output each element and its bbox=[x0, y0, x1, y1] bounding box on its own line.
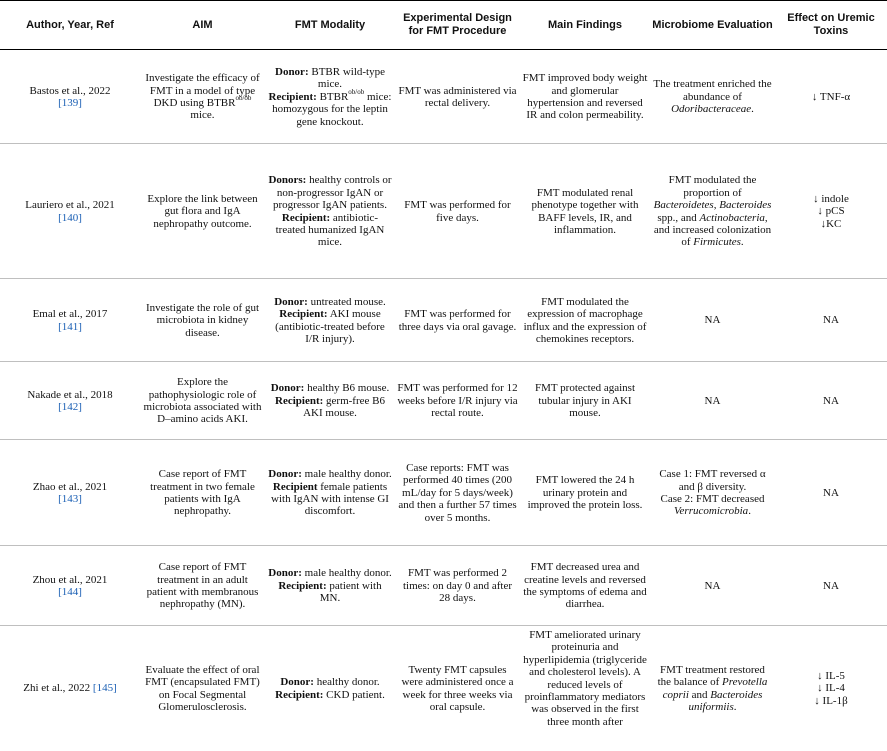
design-cell: Case reports: FMT was performed 40 times (200 mL/day for 5 days/week) and then a further 57 times over 5 months. bbox=[398, 461, 517, 524]
microbiome-period: . bbox=[740, 236, 744, 249]
modality-cell bbox=[265, 279, 395, 362]
design-cell: FMT was administered via rectal delivery. bbox=[398, 84, 517, 109]
author-cell bbox=[0, 50, 140, 144]
design-cell: FMT was performed 2 times: on day 0 and after 28 days. bbox=[402, 567, 513, 605]
toxins-cell: NA bbox=[823, 314, 839, 327]
modality-cell bbox=[265, 546, 395, 626]
donor-text: healthy B6 mouse. bbox=[304, 382, 390, 395]
findings-cell: FMT lowered the 24 h urinary protein and improved the protein loss. bbox=[527, 474, 643, 512]
recipient-tail: mice: homozygous for the leptin gene knockout. bbox=[272, 90, 392, 128]
microbiome-cell bbox=[650, 50, 775, 144]
donor-label: Donor: bbox=[274, 295, 308, 308]
findings-cell: FMT modulated renal phenotype together with BAFF levels, IR, and inflammation. bbox=[531, 186, 639, 236]
aim-tail: mice. bbox=[190, 109, 215, 122]
microbiome-period: . bbox=[733, 700, 737, 713]
aim-cell: Explore the pathophysiologic role of microbiota associated with D–amino acids AKI. bbox=[143, 376, 262, 426]
toxins-cell bbox=[775, 626, 887, 751]
recipient-label: Recipient: bbox=[278, 579, 327, 592]
donor-label: Donor: bbox=[275, 65, 309, 78]
recipient-label: Recipient: bbox=[281, 211, 331, 224]
microbiome-period: . bbox=[751, 103, 754, 116]
recipient-text: antibiotic-treated humanized IgAN mice. bbox=[275, 211, 385, 249]
toxin-item: ↓ IL-5 bbox=[817, 669, 845, 682]
header-microbiome: Microbiome Evaluation bbox=[652, 18, 773, 31]
table-row bbox=[0, 50, 887, 144]
toxins-cell: ↓ TNF-α bbox=[811, 90, 851, 103]
toxins-cell: NA bbox=[823, 486, 839, 499]
reference-link[interactable]: [139] bbox=[58, 97, 82, 109]
author-name: Bastos et al., 2022 bbox=[29, 84, 111, 97]
findings-cell: FMT decreased urea and creatine levels and reversed the symptoms of edema and diarrhea. bbox=[523, 561, 647, 611]
taxon-name: Bacteroides uniformiis bbox=[688, 688, 763, 713]
author-cell bbox=[0, 144, 140, 279]
microbiome-text: FMT treatment restored the balance of bbox=[657, 663, 765, 689]
toxin-item: ↓KC bbox=[820, 217, 842, 230]
recipient-label: Recipient: bbox=[279, 308, 328, 321]
toxin-item: ↓ IL-1β bbox=[814, 694, 848, 707]
aim-cell: Investigate the role of gut microbiota in kidney disease. bbox=[145, 301, 260, 339]
findings-cell: FMT modulated the expression of macrophage influx and the expression of chemokines receptors. bbox=[523, 295, 647, 345]
toxin-item: ↓ IL-4 bbox=[817, 682, 845, 695]
microbiome-cell bbox=[650, 626, 775, 751]
author-name: Zhou et al., 2021 bbox=[32, 573, 108, 586]
reference-link[interactable]: [143] bbox=[58, 493, 82, 505]
author-name: Lauriero et al., 2021 bbox=[25, 199, 115, 212]
recipient-text: CKD patient. bbox=[323, 688, 385, 701]
donor-text: male healthy donor. bbox=[301, 468, 392, 481]
taxon-name: Actinobacteria bbox=[699, 211, 765, 224]
table-row bbox=[0, 144, 887, 279]
findings-cell: FMT ameliorated urinary proteinuria and hyperlipidemia (triglyceride and cholesterol levels). A reduced levels of proinflammatory mediators was observed in the first three month after bbox=[523, 629, 647, 728]
recipient-label: Recipient: bbox=[275, 688, 324, 701]
recipient-text: germ-free B6 AKI mouse. bbox=[303, 394, 385, 420]
recipient-label: Recipient: bbox=[268, 90, 317, 103]
recipient-label: Recipient: bbox=[275, 394, 324, 407]
reference-link[interactable]: [141] bbox=[58, 320, 82, 333]
author-name: Emal et al., 2017 bbox=[32, 308, 108, 321]
reference-link[interactable]: [140] bbox=[58, 211, 82, 224]
microbiome-period: . bbox=[748, 505, 751, 518]
design-cell: FMT was performed for three days via oral gavage. bbox=[398, 308, 517, 333]
header-design: Experimental Design for FMT Procedure bbox=[403, 12, 512, 37]
author-cell bbox=[0, 626, 140, 751]
toxins-cell: NA bbox=[823, 579, 839, 592]
author-name: Nakade et al., 2018 bbox=[27, 388, 113, 401]
reference-link[interactable]: [144] bbox=[58, 586, 82, 598]
aim-superscript: ob/ob bbox=[235, 94, 252, 103]
author-cell bbox=[0, 546, 140, 626]
header-author: Author, Year, Ref bbox=[26, 18, 114, 31]
modality-cell bbox=[265, 626, 395, 751]
author-name: Zhao et al., 2021 bbox=[32, 480, 108, 493]
table-row bbox=[0, 362, 887, 440]
microbiome-cell: NA bbox=[704, 579, 721, 592]
microbiome-cell bbox=[650, 440, 775, 546]
header-findings: Main Findings bbox=[548, 18, 622, 31]
recipient-text: female patients with IgAN with intense GI discomfort. bbox=[271, 480, 389, 518]
donor-text: healthy donor. bbox=[313, 676, 380, 689]
aim-cell: Evaluate the effect of oral FMT (encapsulated FMT) on Focal Segmental Glomerulosclerosis. bbox=[145, 663, 260, 713]
reference-link[interactable]: [145] bbox=[92, 682, 117, 695]
author-cell bbox=[0, 362, 140, 440]
modality-cell bbox=[265, 50, 395, 144]
donor-label: Donor: bbox=[268, 567, 302, 580]
author-name: Zhi et al., 2022 bbox=[23, 682, 91, 695]
microbiome-cell: NA bbox=[704, 394, 721, 407]
donors-text: healthy controls or non-progressor IgAN or progressor IgAN patients. bbox=[273, 174, 392, 212]
modality-cell bbox=[265, 440, 395, 546]
design-cell: FMT was performed for 12 weeks before I/R injury via rectal route. bbox=[397, 382, 518, 420]
donor-text: BTBR wild-type mice. bbox=[308, 65, 385, 91]
microbiome-cell: NA bbox=[704, 314, 721, 327]
microbiome-cell: FMT modulated the proportion of Bacteroidetes, Bacteroides spp., and Actinobacteria, and increased colonization of Firmicutes. bbox=[653, 174, 772, 249]
table-header-row bbox=[0, 0, 887, 50]
modality-cell bbox=[265, 362, 395, 440]
microbiome-text: Case 2: FMT decreased bbox=[660, 493, 765, 505]
donor-label: Donor: bbox=[270, 382, 305, 395]
taxon-name: Bacteroidetes bbox=[653, 199, 714, 212]
design-cell: FMT was performed for five days. bbox=[404, 199, 511, 224]
taxon-name: Verrucomicrobia bbox=[674, 505, 749, 518]
toxins-cell: NA bbox=[823, 394, 839, 407]
author-cell bbox=[0, 279, 140, 362]
microbiome-text: , and increased colonization of bbox=[653, 211, 772, 249]
toxin-item: ↓ indole bbox=[813, 192, 849, 205]
toxin-item: ↓ pCS bbox=[817, 205, 845, 218]
recipient-text: patient with MN. bbox=[319, 579, 382, 605]
aim-cell: Case report of FMT treatment in an adult patient with membranous nephropathy (MN). bbox=[146, 561, 259, 611]
donor-label: Donor: bbox=[268, 468, 302, 481]
donor-text: male healthy donor. bbox=[301, 567, 392, 580]
taxon-name: Odoribacteraceae bbox=[671, 103, 752, 116]
findings-cell: FMT protected against tubular injury in AKI mouse. bbox=[535, 382, 635, 420]
findings-cell: FMT improved body weight and glomerular hypertension and reversed IR and colon permeability. bbox=[522, 72, 648, 122]
donors-label: Donors: bbox=[268, 174, 307, 187]
toxins-cell bbox=[775, 144, 887, 279]
microbiome-text: The treatment enriched the abundance of bbox=[653, 78, 772, 103]
donor-text: untreated mouse. bbox=[307, 295, 386, 308]
microbiome-text: and bbox=[691, 688, 708, 701]
header-aim: AIM bbox=[192, 18, 213, 31]
author-cell bbox=[0, 440, 140, 546]
recipient-text: BTBR bbox=[316, 90, 349, 103]
design-cell: Twenty FMT capsules were administered once a week for three weeks via oral capsule. bbox=[401, 663, 514, 713]
taxon-name: Prevotella coprii bbox=[662, 676, 768, 701]
microbiome-text: FMT modulated the proportion of bbox=[668, 174, 757, 199]
recipient-text: AKI mouse (antibiotic-treated before I/R injury). bbox=[275, 308, 385, 345]
taxon-name: Firmicutes bbox=[693, 236, 741, 249]
taxon-name: Bacteroides bbox=[719, 199, 772, 212]
aim-text: Investigate the efficacy of FMT in a model of type DKD using BTBR bbox=[145, 72, 260, 109]
header-modality: FMT Modality bbox=[294, 18, 366, 31]
modality-cell bbox=[265, 144, 395, 279]
table-row bbox=[0, 279, 887, 362]
table-row bbox=[0, 626, 887, 751]
reference-link[interactable]: [142] bbox=[58, 401, 82, 413]
table-row bbox=[0, 546, 887, 626]
header-toxins: Effect on Uremic Toxins bbox=[787, 12, 875, 37]
microbiome-text: Case 1: FMT reversed α and β diversity. bbox=[659, 468, 766, 493]
aim-cell: Explore the link between gut flora and IgA nephropathy outcome. bbox=[147, 192, 258, 230]
microbiome-text: spp., and bbox=[657, 211, 697, 224]
aim-cell bbox=[140, 50, 265, 144]
recipient-label: Recipient bbox=[272, 480, 318, 493]
donor-label: Donor: bbox=[280, 676, 314, 689]
recipient-superscript: ob/ob bbox=[348, 88, 365, 97]
table-row bbox=[0, 440, 887, 546]
aim-cell: Case report of FMT treatment in two female patients with IgA nephropathy. bbox=[150, 468, 255, 518]
